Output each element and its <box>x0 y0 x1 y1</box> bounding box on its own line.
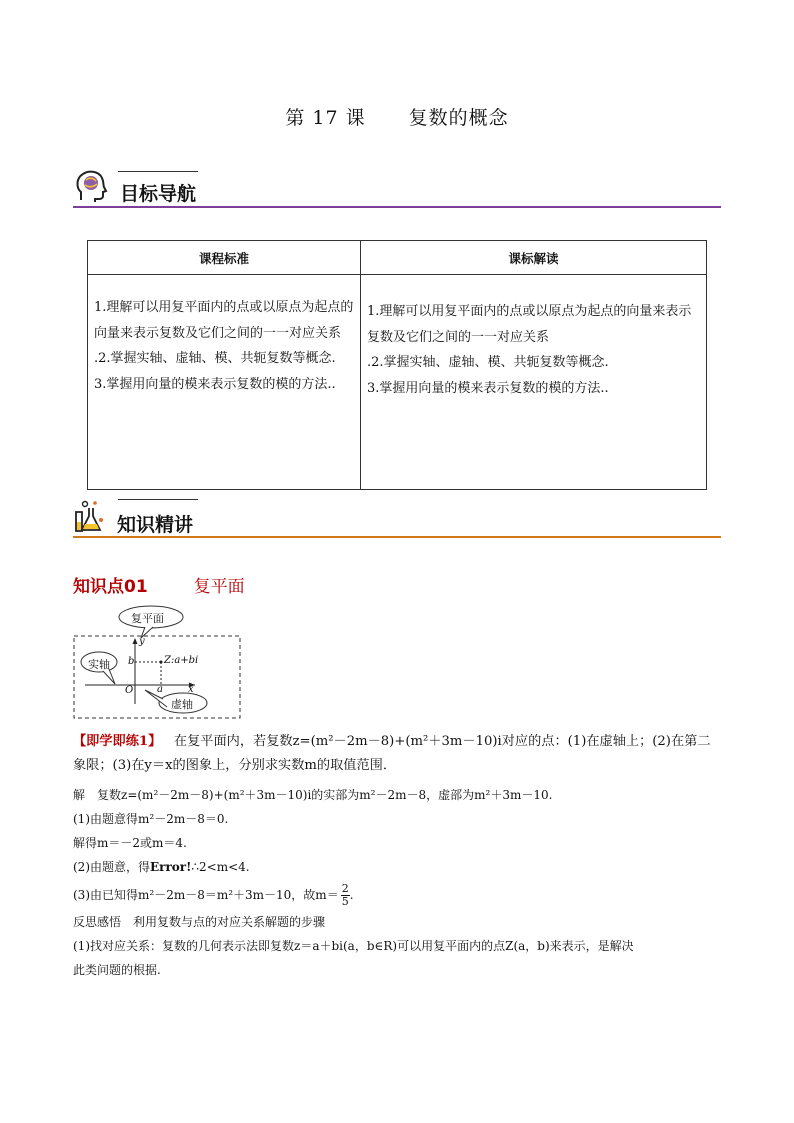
standard-item: 1.理解可以用复平面内的点或以原点为起点的向量来表示复数及它们之间的一一对应关系 <box>94 300 354 341</box>
fraction <box>341 883 350 908</box>
solution-line: 解得m＝－2或m＝4. <box>73 836 187 850</box>
table-header-standard: 课程标准 <box>88 241 361 275</box>
standard-item: 3.掌握用向量的模来表示复数的模的方法.. <box>94 376 336 392</box>
solution-text: (2)由题意，得 <box>73 860 150 874</box>
figure-axis-x: x <box>188 684 194 695</box>
section-top-rule <box>118 499 198 500</box>
figure-label-complex-plane: 复平面 <box>131 612 164 625</box>
interpretation-item: 3.掌握用向量的模来表示复数的模的方法.. <box>367 380 609 396</box>
exercise-block <box>73 730 723 778</box>
solution-line <box>73 855 723 879</box>
section-title-knowledge: 知识精讲 <box>117 514 194 536</box>
interpretation-item: 1.理解可以用复平面内的点或以原点为起点的向量来表示复数及它们之间的一一对应关系 <box>367 304 692 345</box>
standards-table <box>87 240 707 490</box>
table-header-interpretation: 课标解读 <box>361 241 707 275</box>
figure-label-real-axis: 实轴 <box>88 658 110 671</box>
figure-origin: O <box>125 685 134 696</box>
knowledge-point-title: 复平面 <box>193 577 245 597</box>
lesson-number: 第 17 课 <box>285 107 366 129</box>
section-rule-knowledge <box>73 536 721 538</box>
solution-line <box>73 883 723 908</box>
fraction-numerator: 2 <box>341 882 349 895</box>
table-cell-standard <box>88 275 361 490</box>
standard-item: .2.掌握实轴、虚轴、模、共轭复数等概念. <box>94 351 336 366</box>
page-title <box>0 103 794 130</box>
figure-point-label: Z:a+bi <box>164 655 199 666</box>
reflection-title: 反思感悟 利用复数与点的对应关系解题的步骤 <box>73 915 326 929</box>
exercise-text: 在复平面内，若复数z=(m²－2m－8)+(m²＋3m－10)i对应的点：(1)在虚轴上；(2)在第二 <box>173 734 711 749</box>
reflection-line: 此类问题的根据. <box>73 963 161 977</box>
figure-tick-a: a <box>157 684 163 695</box>
brain-head-icon <box>73 168 109 204</box>
solution-text: . <box>349 888 354 902</box>
section-rule-goals <box>73 206 721 208</box>
error-marker: Error! <box>150 860 192 874</box>
section-title-goals: 目标导航 <box>120 183 197 205</box>
lab-flask-icon <box>71 498 107 534</box>
reflection-line: (1)找对应关系：复数的几何表示法即复数z＝a＋bi(a，b∈R)可以用复平面内的点Z(a，b)来表示，是解决 <box>73 939 634 953</box>
figure-tick-b: b <box>128 656 135 667</box>
complex-plane-figure <box>73 604 243 720</box>
solution-line: (1)由题意得m²－2m－8＝0. <box>73 812 229 826</box>
knowledge-point-heading <box>73 572 245 597</box>
exercise-line-1 <box>73 730 723 754</box>
interpretation-item: .2.掌握实轴、虚轴、模、共轭复数等概念. <box>367 355 609 370</box>
exercise-tag: 【即学即练1】 <box>73 734 162 749</box>
figure-label-imaginary-axis: 虚轴 <box>171 698 193 711</box>
solution-block <box>73 783 723 982</box>
fraction-denominator: 5 <box>341 895 349 908</box>
solution-text: ∴2<m<4. <box>191 860 250 874</box>
solution-text: (3)由已知得m²－2m－8＝m²＋3m－10，故m＝ <box>73 888 339 902</box>
table-cell-interpretation <box>361 275 707 490</box>
figure-axis-y: y <box>139 636 145 647</box>
knowledge-point-label: 知识点01 <box>73 577 148 597</box>
section-top-rule <box>118 171 198 172</box>
solution-line: 解 复数z=(m²－2m－8)+(m²＋3m－10)i的实部为m²－2m－8，虚部为m²＋3m－10. <box>73 788 553 802</box>
exercise-line-2: 象限；(3)在y＝x的图象上，分别求实数m的取值范围． <box>73 758 397 773</box>
lesson-topic: 复数的概念 <box>408 107 509 129</box>
